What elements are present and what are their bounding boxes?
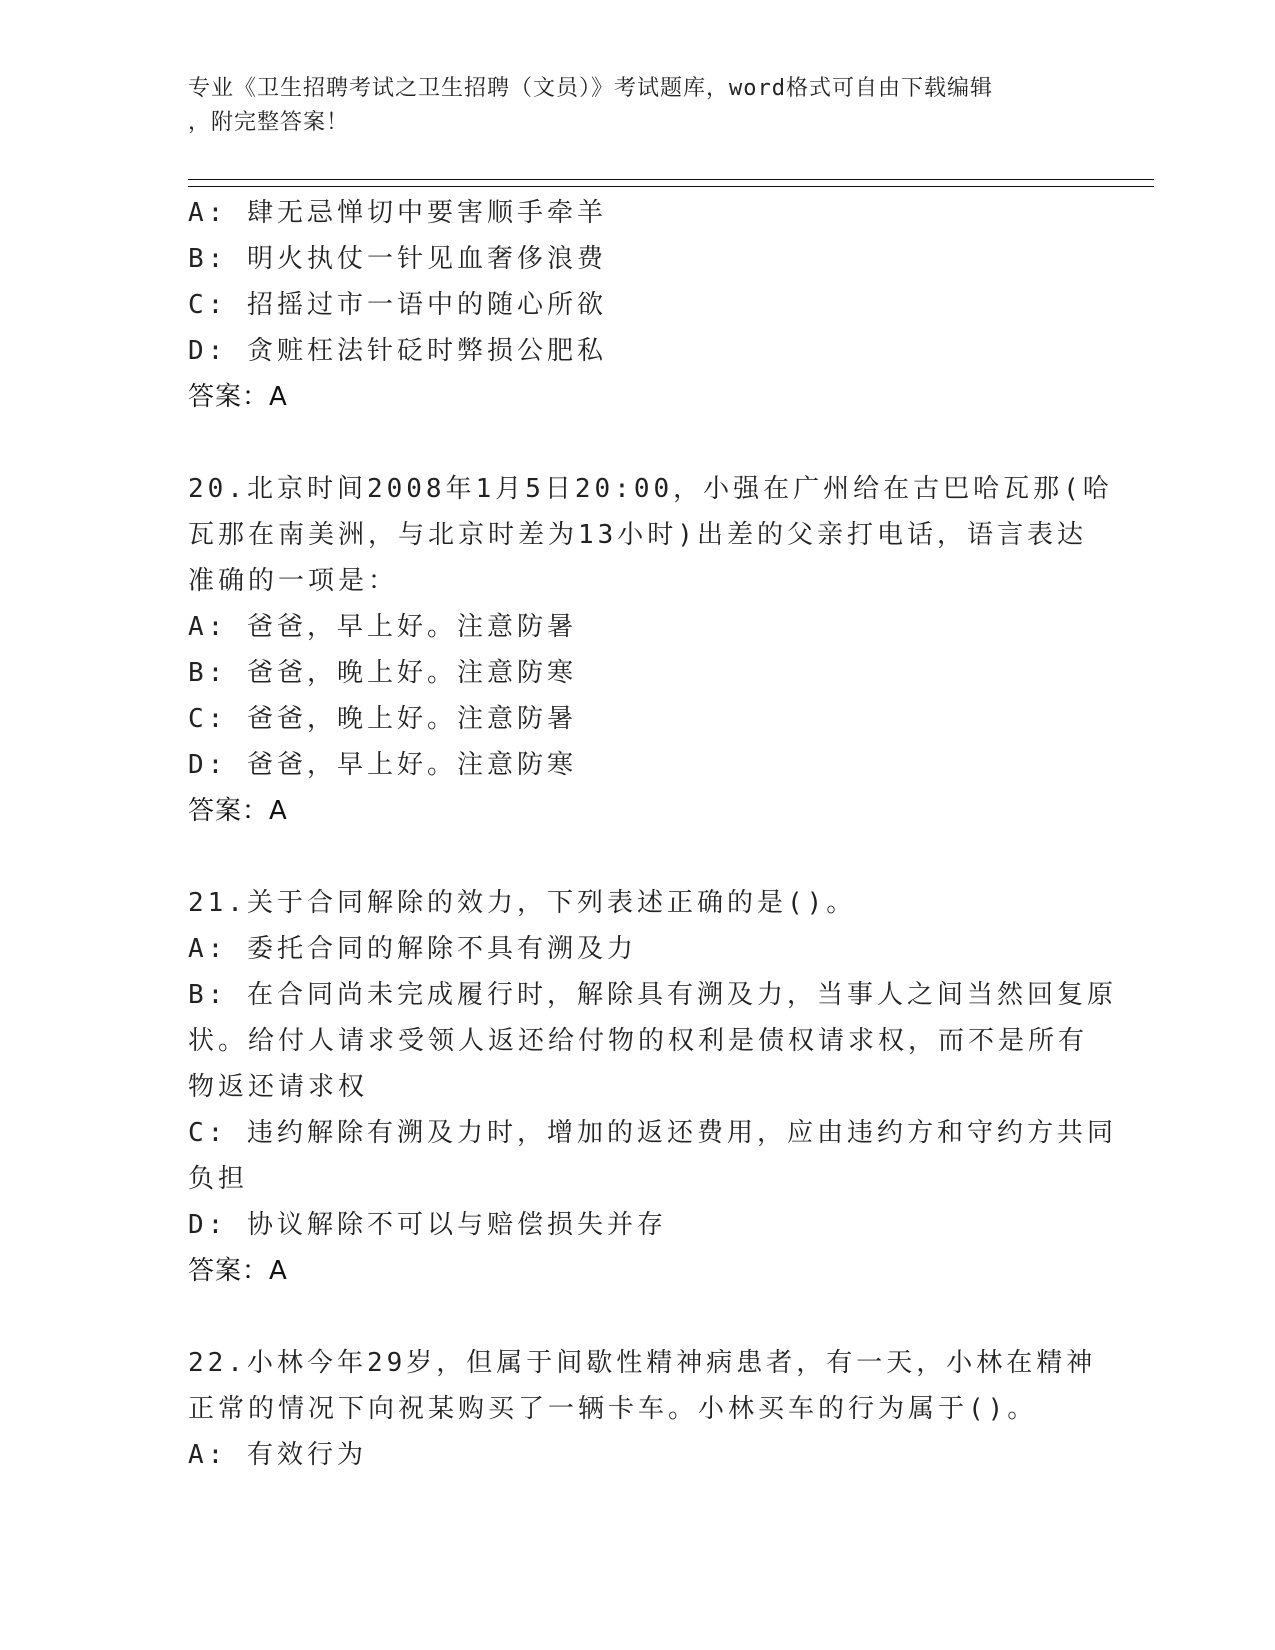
option-b: B: 明火执仗一针见血奢侈浪费 (188, 244, 607, 274)
question-stem-line: 21.关于合同解除的效力，下列表述正确的是()。 (188, 888, 857, 918)
option-b: B: 在合同尚未完成履行时，解除具有溯及力，当事人之间当然回复原 (188, 980, 1117, 1010)
header-rule-bottom (188, 186, 1154, 187)
option-a: A: 有效行为 (188, 1440, 367, 1470)
document-header (188, 72, 1068, 140)
answer-line: 答案：A (188, 382, 288, 412)
option-d: D: 协议解除不可以与赔偿损失并存 (188, 1210, 667, 1240)
question-stem-line: 瓦那在南美洲，与北京时差为13小时)出差的父亲打电话，语言表达 (188, 520, 1087, 550)
prev-question-block (188, 190, 1088, 420)
option-c: C: 爸爸，晚上好。注意防暑 (188, 704, 577, 734)
option-d: D: 贪赃枉法针砭时弊损公肥私 (188, 336, 607, 366)
answer-line: 答案：A (188, 1256, 288, 1286)
question-list (188, 190, 1117, 1478)
question-stem-line: 正常的情况下向祝某购买了一辆卡车。小林买车的行为属于()。 (188, 1394, 1038, 1424)
answer-line: 答案：A (188, 796, 288, 826)
option-b-continued: 物返还请求权 (188, 1072, 369, 1102)
question-21 (188, 880, 1117, 1294)
option-b: B: 爸爸，晚上好。注意防寒 (188, 658, 577, 688)
question-stem-line: 准确的一项是： (188, 566, 399, 596)
header-line-2: ，附完整答案！ (188, 110, 350, 135)
question-stem-line: 20.北京时间2008年1月5日20:00，小强在广州给在古巴哈瓦那(哈 (188, 474, 1113, 504)
header-rule-top (188, 179, 1154, 180)
option-b-continued: 状。给付人请求受领人返还给付物的权利是债权请求权，而不是所有 (188, 1026, 1089, 1056)
option-c-continued: 负担 (188, 1164, 249, 1194)
option-a: A: 委托合同的解除不具有溯及力 (188, 934, 637, 964)
header-line-1: 专业《卫生招聘考试之卫生招聘（文员）》考试题库，word格式可自由下载编辑 (188, 76, 993, 101)
option-a: A: 肆无忌惮切中要害顺手牵羊 (188, 198, 607, 228)
question-20 (188, 466, 1113, 834)
option-d: D: 爸爸，早上好。注意防寒 (188, 750, 577, 780)
question-22 (188, 1340, 1097, 1478)
option-c: C: 违约解除有溯及力时，增加的返还费用，应由违约方和守约方共同 (188, 1118, 1117, 1148)
option-c: C: 招摇过市一语中的随心所欲 (188, 290, 607, 320)
question-stem-line: 22.小林今年29岁，但属于间歇性精神病患者，有一天，小林在精神 (188, 1348, 1097, 1378)
option-a: A: 爸爸，早上好。注意防暑 (188, 612, 577, 642)
